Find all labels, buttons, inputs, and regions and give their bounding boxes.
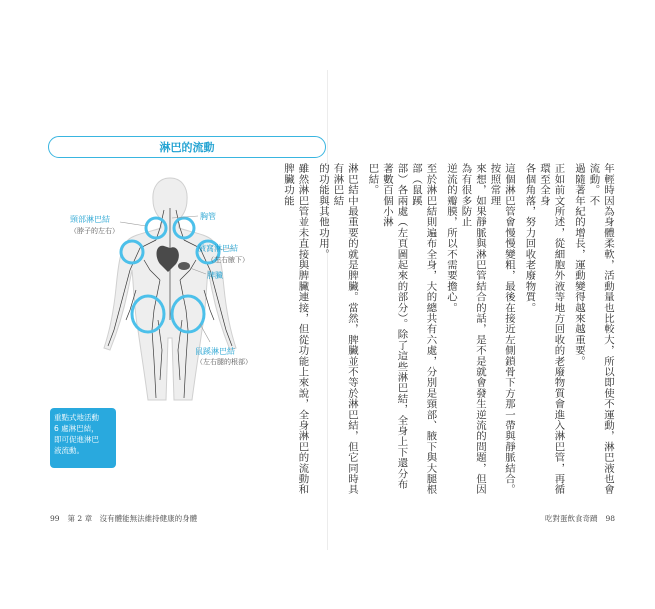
figure-title: 淋巴的流動 xyxy=(48,136,326,158)
label-neck-node: 頸部淋巴結 xyxy=(70,215,110,224)
label-axillary-node-sub: （左右腋下） xyxy=(207,256,249,264)
right-footer xyxy=(545,513,615,524)
text-spacer xyxy=(359,163,365,497)
callout-line: 即可促進淋巴 xyxy=(54,435,99,444)
lymph-vessels xyxy=(108,208,232,398)
spleen-shape xyxy=(178,262,190,270)
text-column: 部）各兩處（左頁圖起來的部分）。除了這些淋巴結，全身上下還分布著數百個小淋 xyxy=(381,163,408,490)
left-page-number: 99 xyxy=(50,514,60,523)
text-column: 各個角落，努力回收老廢物質。 xyxy=(523,163,536,313)
callout-line: 液流動。 xyxy=(54,446,84,455)
right-page-number: 98 xyxy=(605,514,615,523)
text-column: 的功能與其他功用。 xyxy=(317,163,329,260)
label-inguinal-node-sub: （左右腿的根部） xyxy=(196,358,252,366)
text-column: 淋巴結中最重要的就是脾臟。當然，脾臟並不等於淋巴結，但它同時具有淋巴結 xyxy=(331,163,358,495)
text-spacer xyxy=(566,163,572,497)
text-column: 至於淋巴結則遍布全身，大的總共有六處，分別是頸部、腋下與大腿根部（鼠蹊 xyxy=(410,163,437,495)
tip-callout xyxy=(50,408,116,468)
label-axillary-node: 腋窩淋巴結 xyxy=(198,244,238,253)
callout-line: 重點式地活動 xyxy=(54,413,99,422)
callout-line: 6 處淋巴結， xyxy=(54,424,99,433)
text-column: 這個淋巴管會慢慢變粗，最後在接近左側鎖骨下方那一帶與靜脈結合。按照常理 xyxy=(488,163,515,495)
label-thoracic-duct: 胸管 xyxy=(200,212,216,221)
text-spacer xyxy=(438,163,444,497)
text-column: 正如前文所述，從細胞外液等地方回收的老廢物質會進入淋巴管，再循環至全身 xyxy=(538,163,565,495)
right-running-head: 吃對蛋飲食奇蹟 xyxy=(544,514,598,523)
label-inguinal-node: 鼠蹊淋巴結 xyxy=(195,347,235,356)
text-column: 雖然淋巴管並未直接與脾臟連接，但從功能上來說，全身淋巴的流動和脾臟功能 xyxy=(282,163,309,495)
body-text-vertical xyxy=(282,163,615,497)
left-footer xyxy=(50,513,197,524)
left-running-head: 第 2 章 沒有體能無法維持健康的身體 xyxy=(67,514,198,523)
text-spacer xyxy=(310,163,316,497)
text-column: 巴結。 xyxy=(366,163,379,196)
text-column: 來想，如果靜脈與淋巴管結合的話，是不是就會發生逆流的問題，但因為有很多防止 xyxy=(459,163,486,495)
label-spleen: 脾臟 xyxy=(207,271,223,280)
text-column: 過隨著年紀的增長，運動變得越來越重要。 xyxy=(573,163,585,367)
text-column: 逆流的瓣膜，所以不需要擔心。 xyxy=(445,163,457,313)
text-column: 年輕時因為身體柔軟，活動量也比較大，所以即使不運動，淋巴液也會流動。不 xyxy=(587,163,614,495)
label-neck-node-sub: （脖子的左右） xyxy=(70,227,119,235)
